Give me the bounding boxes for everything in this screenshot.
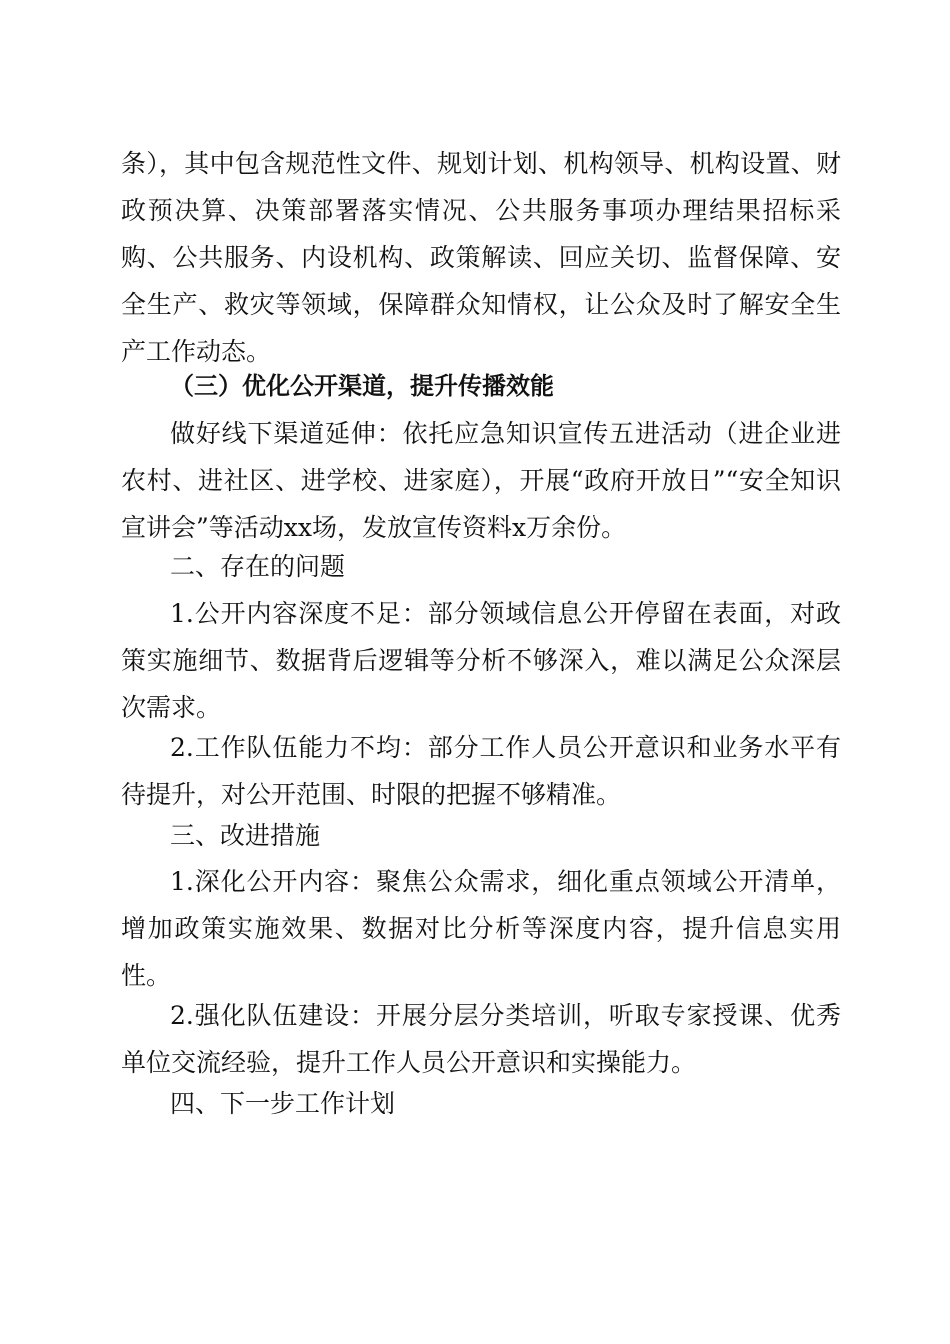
paragraph-offline-channels: 做好线下渠道延伸：依托应急知识宣传五进活动（进企业进农村、进社区、进学校、进家庭），开展“政府开放日”“安全知识宣讲会”等活动xx场，发放宣传资料x万余份。 [121, 419, 841, 542]
measure-1: 1.深化公开内容：聚焦公众需求，细化重点领域公开清单，增加政策实施效果、数据对比分析等深度内容，提升信息实用性。 [121, 867, 841, 990]
problem-1: 1.公开内容深度不足：部分领域信息公开停留在表面，对政策实施细节、数据背后逻辑等分析不够深入，难以满足公众深层次需求。 [121, 599, 841, 722]
paragraph-continuation: 条），其中包含规范性文件、规划计划、机构领导、机构设置、财政预决算、决策部署落实情况、公共服务事项办理结果招标采购、公共服务、内设机构、政策解读、回应关切、监督保障、安全生产、救灾等领域，保障群众知情权，让公众及时了解安全生产工作动态。 [121, 149, 841, 366]
problem-2: 2.工作队伍能力不均：部分工作人员公开意识和业务水平有待提升，对公开范围、时限的把握不够精准。 [121, 733, 841, 809]
measure-2: 2.强化队伍建设：开展分层分类培训，听取专家授课、优秀单位交流经验，提升工作人员公开意识和实操能力。 [121, 1001, 841, 1077]
section-2-heading: 二、存在的问题 [170, 552, 346, 581]
subheading-3: （三）优化公开渠道，提升传播效能 [170, 372, 554, 400]
section-3-heading: 三、改进措施 [170, 821, 321, 850]
section-4-heading: 四、下一步工作计划 [170, 1089, 396, 1118]
